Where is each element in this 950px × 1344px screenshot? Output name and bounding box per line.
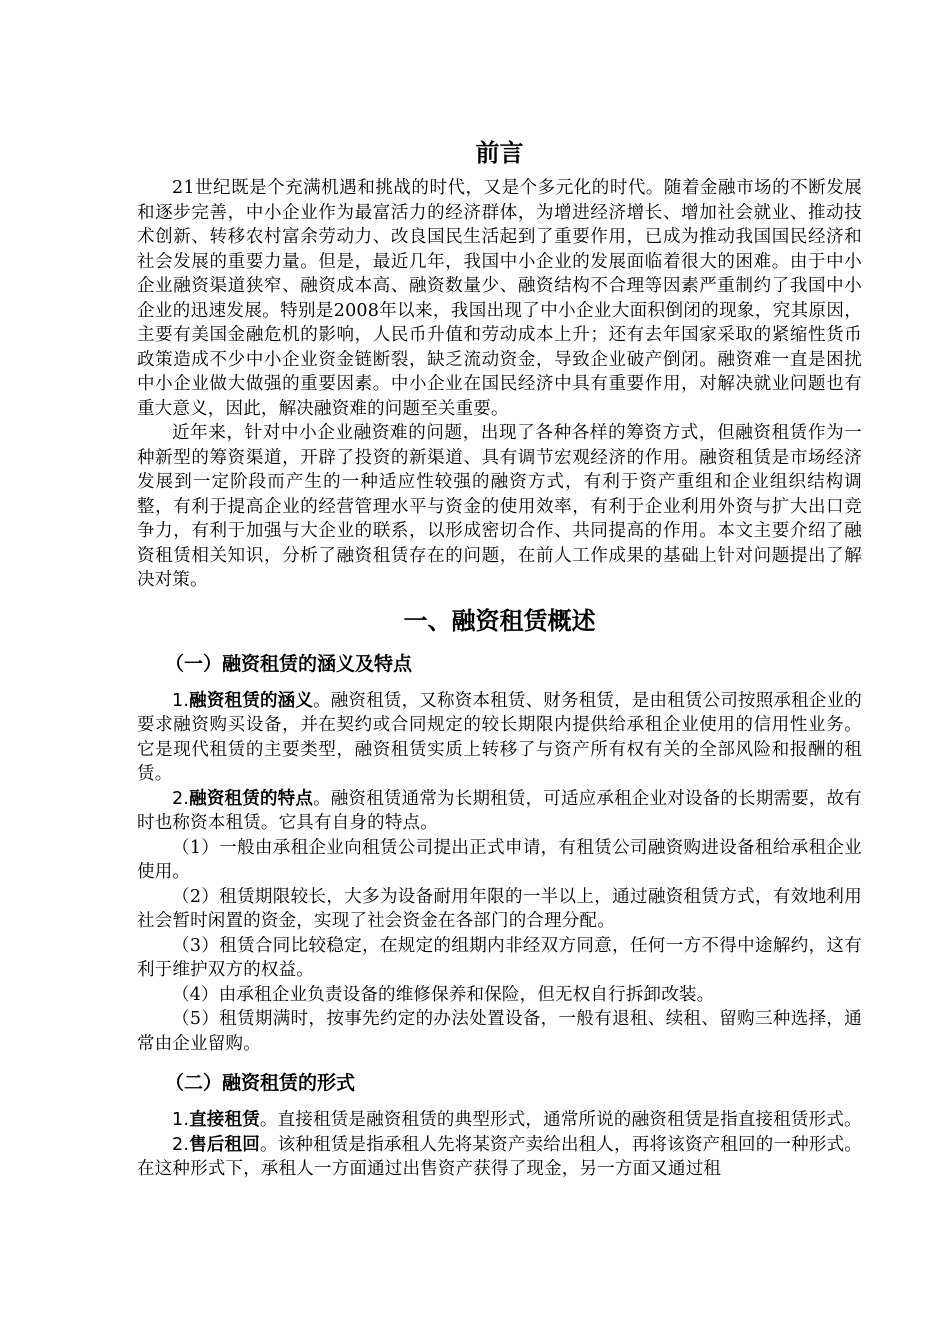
leaseback-paragraph <box>137 1133 862 1182</box>
item-number: 2. <box>172 788 190 809</box>
definition-text: 。融资租赁，又称资本租赁、财务租赁，是由租赁公司按照承租企业的要求融资购买设备，并在契约或合同规定的较长期限内提供给承租企业使用的信用性业务。它是现代租赁的主要类型，融资租赁实质上转移了与资产所有权有关的全部风险和报酬的租赁。 <box>137 690 862 784</box>
chapter-heading: 一、融资租赁概述 <box>403 606 596 635</box>
preface-paragraph-1: 21世纪既是个充满机遇和挑战的时代，又是个多元化的时代。随着金融市场的不断发展和逐步完善，中小企业作为最富活力的经济群体，为增进经济增长、增加社会就业、推动技术创新、转移农村富余劳动力、改良国民生活起到了重要作用，已成为推动我国国民经济和社会发展的重要力量。但是，最近几年，我国中小企业的发展面临着很大的困难。由于中小企业融资渠道狭窄、融资成本高、融资数量少、融资结构不合理等因素严重制约了我国中小企业的迅速发展。特别是2008年以来，我国出现了中小企业大面积倒闭的现象，究其原因，主要有美国金融危机的影响，人民币升值和劳动成本上升；还有去年国家采取的紧缩性货币政策造成不少中小企业资金链断裂，缺乏流动资金，导致企业破产倒闭。融资难一直是困扰中小企业做大做强的重要因素。中小企业在国民经济中具有重要作用，对解决就业问题也有重大意义，因此，解决融资难的问题至关重要。 <box>137 178 862 419</box>
direct-lease-lead: 直接租赁 <box>189 1110 260 1130</box>
direct-lease-text: 。直接租赁是融资租赁的典型形式，通常所说的融资租赁是指直接租赁形式。 <box>259 1110 862 1130</box>
definition-lead: 融资租赁的涵义 <box>189 690 314 711</box>
section-heading-1: （一）融资租赁的涵义及特点 <box>165 652 413 675</box>
features-text: 。融资租赁通常为长期租赁，可适应承租企业对设备的长期需要，故有时也称资本租赁。它具有自身的特点。 <box>137 788 862 833</box>
feature-item-2: （2）租赁期限较长，大多为设备耐用年限的一半以上，通过融资租赁方式，有效地利用社会暂时闲置的资金，实现了社会资金在各部门的合理分配。 <box>137 886 862 931</box>
item-number: 1. <box>172 690 190 711</box>
leaseback-lead: 售后租回 <box>189 1134 260 1155</box>
page-content <box>137 138 862 1182</box>
item-number: 2. <box>172 1134 190 1155</box>
features-paragraph <box>137 787 862 836</box>
feature-item-1: （1）一般由承租企业向租赁公司提出正式申请，有租赁公司融资购进设备租给承租企业使用。 <box>137 837 862 882</box>
definition-paragraph <box>137 689 862 787</box>
leaseback-text: 。该种租赁是指承租人先将某资产卖给出租人，再将该资产租回的一种形式。在这种形式下，承租人一方面通过出售资产获得了现金，另一方面又通过租 <box>137 1134 862 1179</box>
feature-item-3: （3）租赁合同比较稳定，在规定的组期内非经双方同意，任何一方不得中途解约，这有利于维护双方的权益。 <box>137 935 862 980</box>
section-heading-2: （二）融资租赁的形式 <box>165 1072 356 1094</box>
features-lead: 融资租赁的特点 <box>189 788 314 809</box>
preface-paragraph-2: 近年来，针对中小企业融资难的问题，出现了各种各样的筹资方式，但融资租赁作为一种新型的筹资渠道，开辟了投资的新渠道、具有调节宏观经济的作用。融资租赁是市场经济发展到一定阶段而产生的一种适应性较强的融资方式，有利于资产重组和企业组织结构调整，有利于提高企业的经营管理水平与资金的使用效率，有利于企业利用外资与扩大出口竞争力，有利于加强与大企业的联系，以形成密切合作、共同提高的作用。本文主要介绍了融资租赁相关知识，分析了融资租赁存在的问题，在前人工作成果的基础上针对问题提出了解决对策。 <box>137 423 862 590</box>
feature-item-5: （5）租赁期满时，按事先约定的办法处置设备，一般有退租、续租、留购三种选择，通常由企业留购。 <box>137 1009 862 1054</box>
feature-item-4: （4）由承租企业负责设备的维修保养和保险，但无权自行拆卸改装。 <box>172 984 715 1005</box>
item-number: 1. <box>172 1110 190 1130</box>
preface-title: 前言 <box>475 139 524 167</box>
direct-lease-paragraph <box>137 1108 862 1133</box>
